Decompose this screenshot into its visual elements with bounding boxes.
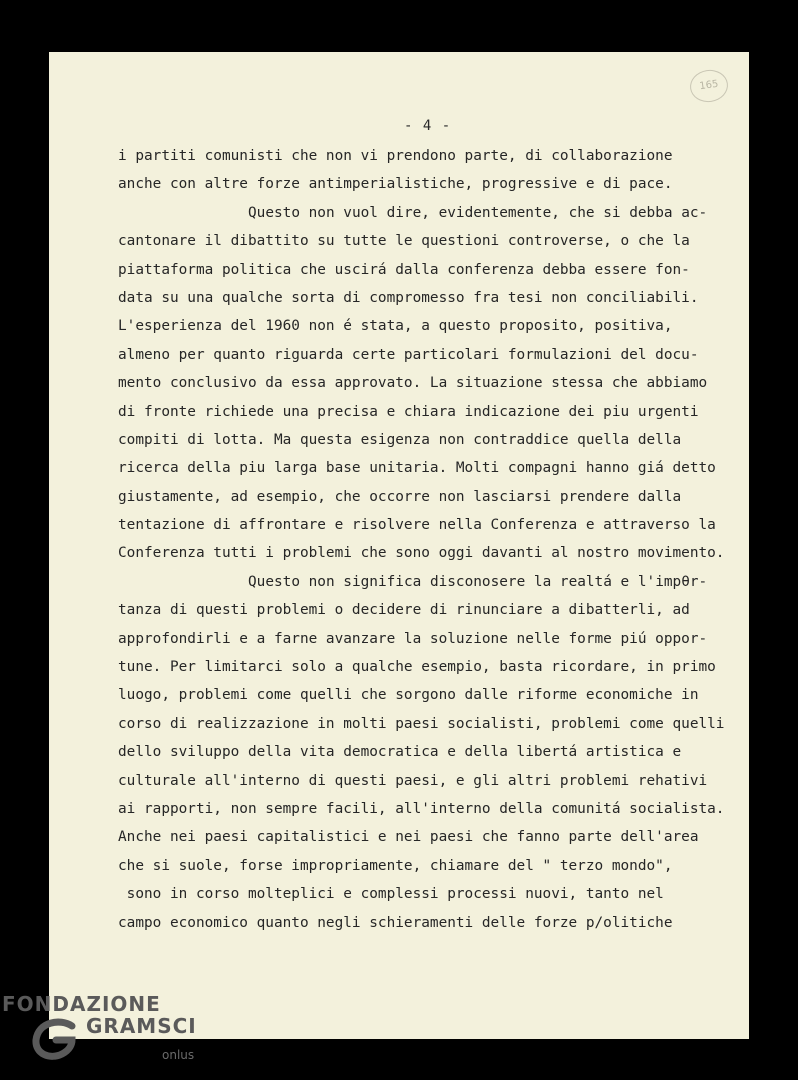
text-line: ricerca della piu larga base unitaria. Molti compagni hanno giá detto [118,460,716,477]
text-line: approfondirli e a farne avanzare la soluzione nelle forme piú oppor- [118,630,708,647]
page-number: - 4 - [404,118,452,134]
text-line: anche con altre forze antimperialistiche, progressive e di pace. [118,176,673,193]
text-line: culturale all'interno di questi paesi, e gli altri problemi rehativi [118,772,708,789]
typed-body-text [118,142,738,937]
text-line: Conferenza tutti i problemi che sono oggi davanti al nostro movimento. [118,545,725,562]
text-line: compiti di lotta. Ma questa esigenza non contraddice quella della [118,431,682,448]
text-line: almeno per quanto riguarda certe particolari formulazioni del docu- [118,346,699,363]
g-swoosh-icon [32,1018,88,1062]
text-line: di fronte richiede una precisa e chiara indicazione dei piu urgenti [118,403,699,420]
text-line: cantonare il dibattito su tutte le questioni controverse, o che la [118,233,690,250]
text-line: sono in corso molteplici e complessi processi nuovi, tanto nel [118,886,664,903]
archive-stamp: 165 [688,68,730,105]
text-line: L'esperienza del 1960 non é stata, a questo proposito, positiva, [118,318,673,335]
watermark-line-3: onlus [162,1048,195,1062]
text-line: corso di realizzazione in molti paesi socialisti, problemi come quelli [118,715,725,732]
watermark-line-2: GRAMSCI [86,1014,197,1038]
text-line: i partiti comunisti che non vi prendono parte, di collaborazione [118,148,673,164]
text-line: campo economico quanto negli schieramenti delle forze p/olitiche [118,914,673,931]
text-line: che si suole, forse impropriamente, chiamare del " terzo mondo", [118,857,673,874]
text-line: Anche nei paesi capitalistici e nei paesi che fanno parte dell'area [118,829,699,846]
text-line: Questo non vuol dire, evidentemente, che si debba ac- [248,204,708,221]
text-line: dello sviluppo della vita democratica e della libertá artistica e [118,744,682,761]
text-line: luogo, problemi come quelli che sorgono dalle riforme economiche in [118,687,699,704]
watermark-line-1: FONDAZIONE [2,992,161,1016]
text-line: mento conclusivo da essa approvato. La situazione stessa che abbiamo [118,375,708,392]
text-line: Questo non significa disconosere la realtá e l'impθr- [248,573,708,590]
fondazione-gramsci-watermark [2,992,202,1072]
text-line: piattaforma politica che uscirá dalla conferenza debba essere fon- [118,261,690,278]
text-line: tune. Per limitarci solo a qualche esempio, basta ricordare, in primo [118,659,716,676]
text-line: giustamente, ad esempio, che occorre non lasciarsi prendere dalla [118,488,682,505]
text-line: tentazione di affrontare e risolvere nella Conferenza e attraverso la [118,517,716,534]
text-line: ai rapporti, non sempre facili, all'interno della comunitá socialista. [118,800,725,817]
text-line: data su una qualche sorta di compromesso fra tesi non conciliabili. [118,289,699,306]
text-line: tanza di questi problemi o decidere di rinunciare a dibatterli, ad [118,602,690,619]
